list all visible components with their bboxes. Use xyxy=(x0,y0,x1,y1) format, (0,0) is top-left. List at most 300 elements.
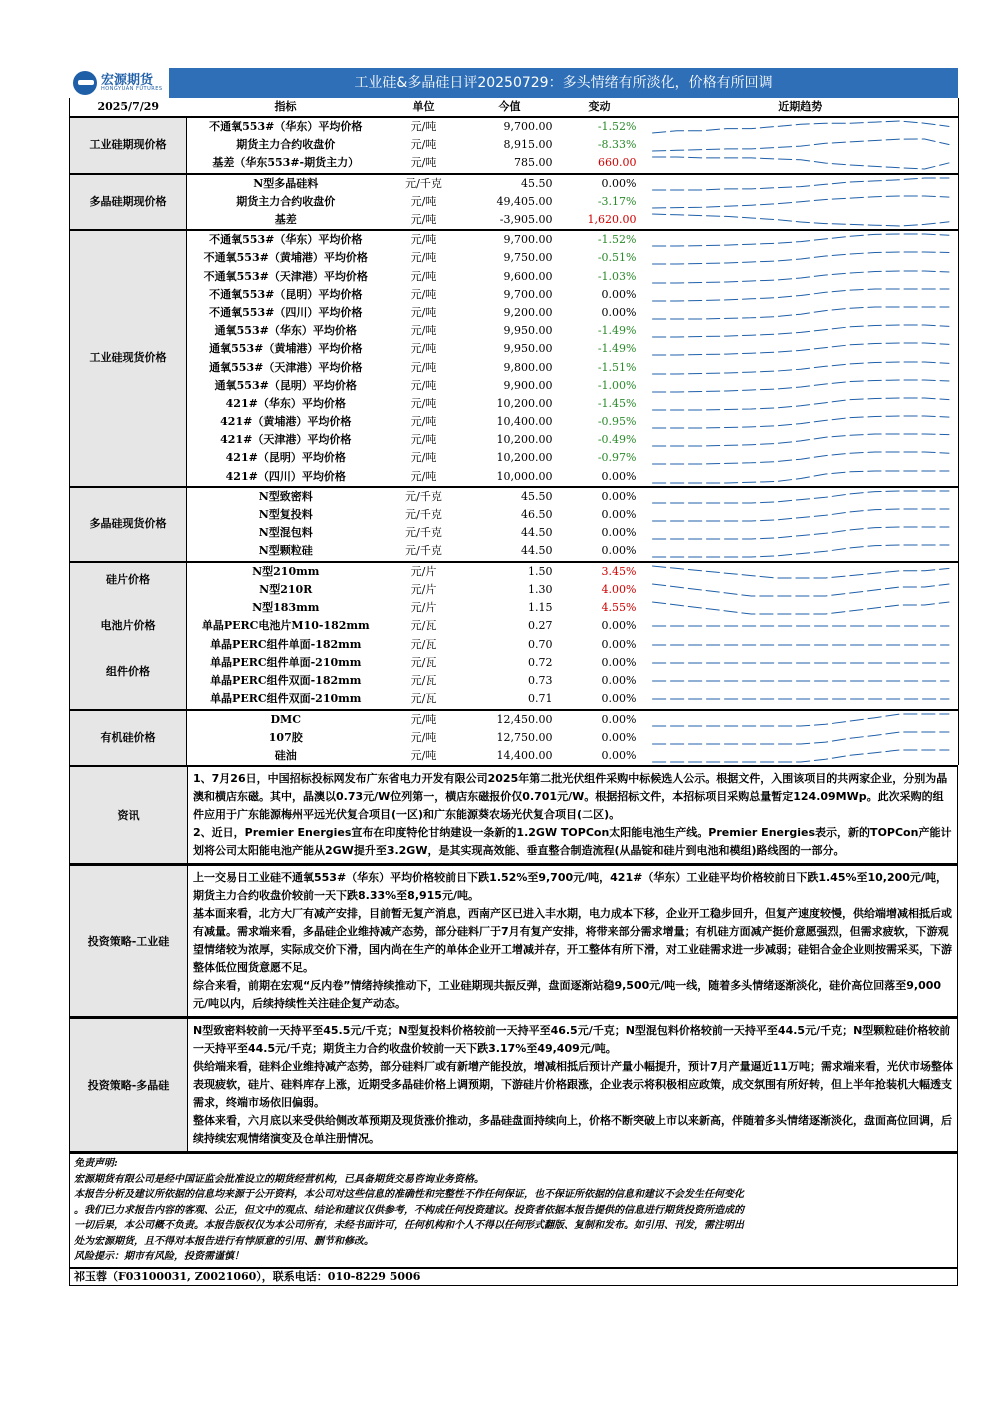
trend-sparkline xyxy=(643,322,959,340)
analyst-contact: 祁玉蓉（F03100031, Z0021060），联系电话：010-8229 5006 xyxy=(69,1268,958,1286)
unit: 元/千克 xyxy=(405,544,442,558)
change-value: -3.17% xyxy=(597,194,637,208)
disclaimer-line: 本报告分析及建议所依据的信息均来源于公开资料，本公司对这些信息的准确性和完整性不作任何保证，也不保证所依据的信息和建议不会发生任何变化 xyxy=(74,1189,744,1201)
sparkline-line xyxy=(652,566,949,578)
unit: 元/千克 xyxy=(405,508,442,522)
indicator-name: 不通氧553#（天津港）平均价格 xyxy=(203,269,368,283)
change-value: 660.00 xyxy=(598,156,637,170)
table-row xyxy=(70,542,959,561)
change-value: 0.00% xyxy=(601,619,637,633)
disclaimer xyxy=(69,1152,958,1268)
indicator-name: 基差（华东553#-期货主力） xyxy=(212,156,360,170)
trend-sparkline xyxy=(643,304,959,322)
sparkline-chart xyxy=(647,212,955,228)
change-value: 0.00% xyxy=(601,730,637,744)
trend-sparkline xyxy=(643,358,959,376)
sparkline-line xyxy=(652,602,949,614)
indicator-name: 不通氧553#（华东）平均价格 xyxy=(187,230,385,249)
unit: 元/吨 xyxy=(385,117,463,136)
trend-sparkline xyxy=(643,524,959,542)
sparkline-line xyxy=(652,732,949,744)
table-row xyxy=(70,506,959,524)
trend-sparkline xyxy=(643,230,959,249)
sparkline-line xyxy=(652,289,949,301)
unit: 元/吨 xyxy=(410,433,437,447)
price-table xyxy=(69,98,959,765)
sparkline-chart xyxy=(647,655,955,671)
category-label: 硅片价格 xyxy=(106,572,150,586)
sparkline-line xyxy=(652,452,949,464)
disclaimer-line: 处为宏源期货，且不得对本报告进行有悖原意的引用、删节和修改。 xyxy=(74,1235,374,1247)
current-value: 0.70 xyxy=(528,637,553,651)
sparkline-line xyxy=(652,416,949,428)
indicator-name: 期货主力合约收盘价 xyxy=(236,138,336,152)
current-value: 0.27 xyxy=(528,619,553,633)
change-value: 0.00% xyxy=(557,710,643,729)
change-value: 0.00% xyxy=(601,674,637,688)
col-change: 变动 xyxy=(557,98,643,117)
sparkline-line xyxy=(652,157,949,169)
change-value: 0.00% xyxy=(601,469,637,483)
sparkline-line xyxy=(652,139,949,151)
trend-sparkline xyxy=(643,340,959,358)
unit: 元/吨 xyxy=(385,230,463,249)
sparkline-line xyxy=(652,471,949,483)
table-row xyxy=(70,304,959,322)
change-value: -0.51% xyxy=(597,251,637,265)
change-value: 0.00% xyxy=(601,287,637,301)
current-value: -3,905.00 xyxy=(499,213,553,227)
current-value: 10,200.00 xyxy=(496,433,553,447)
indicator-name: N型多晶硅料 xyxy=(187,174,385,193)
table-row xyxy=(70,174,959,193)
trend-sparkline xyxy=(643,599,959,617)
change-value: 0.00% xyxy=(557,487,643,506)
table-row xyxy=(70,654,959,672)
current-value: 0.71 xyxy=(528,692,553,706)
unit: 元/吨 xyxy=(410,138,437,152)
trend-sparkline xyxy=(643,431,959,449)
unit: 元/瓦 xyxy=(410,619,437,633)
sparkline-chart xyxy=(647,637,955,653)
unit: 元/吨 xyxy=(410,156,437,170)
indicator-name: 不通氧553#（华东）平均价格 xyxy=(187,117,385,136)
current-value: 10,000.00 xyxy=(496,469,553,483)
sparkline-chart xyxy=(647,600,955,616)
change-value: 0.00% xyxy=(601,692,637,706)
trend-sparkline xyxy=(643,268,959,286)
unit: 元/瓦 xyxy=(410,637,437,651)
indicator-name: N型复投料 xyxy=(258,508,313,522)
sparkline-chart xyxy=(647,582,955,598)
sparkline-chart xyxy=(647,712,955,728)
table-row xyxy=(70,487,959,506)
trend-sparkline xyxy=(643,635,959,653)
table-row xyxy=(70,449,959,467)
current-value: 9,950.00 xyxy=(503,324,553,338)
change-value: 0.00% xyxy=(601,305,637,319)
sparkline-chart xyxy=(647,469,955,485)
indicator-name: 单晶PERC组件单面-210mm xyxy=(210,655,362,669)
current-value: 785.00 xyxy=(514,156,553,170)
table-row xyxy=(70,581,959,599)
trend-sparkline xyxy=(643,154,959,173)
logo-name-cn: 宏源期货 xyxy=(101,73,154,88)
sparkline-line xyxy=(652,750,949,762)
sparkline-chart xyxy=(647,176,955,192)
sparkline-chart xyxy=(647,543,955,559)
unit: 元/吨 xyxy=(410,451,437,465)
table-header-row xyxy=(70,98,959,117)
trend-sparkline xyxy=(643,117,959,136)
change-value: 0.00% xyxy=(601,637,637,651)
indicator-name: N型210mm xyxy=(187,562,385,581)
sparkline-line xyxy=(652,584,949,596)
col-value: 今值 xyxy=(463,98,557,117)
unit: 元/吨 xyxy=(410,287,437,301)
sparkline-line xyxy=(652,307,949,319)
trend-sparkline xyxy=(643,449,959,467)
table-row xyxy=(70,377,959,395)
risk-warning: 风险提示：期市有风险，投资需谨慎！ xyxy=(74,1251,244,1263)
trend-sparkline xyxy=(643,542,959,561)
indicator-name: 单晶PERC电池片M10-182mm xyxy=(201,619,370,633)
table-row xyxy=(70,729,959,747)
indicator-name: 107胶 xyxy=(268,730,303,744)
change-value: -0.97% xyxy=(597,451,637,465)
trend-sparkline xyxy=(643,617,959,635)
company-logo xyxy=(69,68,169,98)
sparkline-line xyxy=(652,196,949,208)
strategy-paragraph: 整体来看，六月底以来受供给侧改革预期及现货涨价推动，多晶硅盘面持续向上，价格不断突破上市以来新高，伴随着多头情绪逐渐淡化，盘面高位回调，后续持续宏观情绪演变及仓单注册情况。 xyxy=(193,1114,952,1146)
trend-sparkline xyxy=(643,136,959,154)
trend-sparkline xyxy=(643,506,959,524)
table-row xyxy=(70,468,959,487)
unit: 元/千克 xyxy=(385,174,463,193)
current-value: 0.73 xyxy=(528,674,553,688)
trend-sparkline xyxy=(643,193,959,211)
current-value: 9,800.00 xyxy=(503,360,553,374)
strategy-paragraph: 基本面来看，北方大厂有减产安排，目前暂无复产消息，西南产区已进入丰水期，电力成本下移，企业开工稳步回升，但复产速度较慢，供给端增减相抵后或有减量。需求端来看，多晶硅企业维持减产态势，部分硅料厂于7月有复产安排，将带来部分需求增量；有机硅方面减产挺价意愿强烈，但需求疲软，下游观望情绪较为浓厚，实际成交价下滑，国内尚在生产的单体企业开工增减并存，开工整体有所下滑，对工业硅需求进一步减弱；硅铝合金企业则按需采买，下游整体低位囤货意愿不足。 xyxy=(193,907,952,975)
strategy-paragraph: 上一交易日工业硅不通氧553#（华东）平均价格较前日下跌1.52%至9,700元/吨，421#（华东）工业硅平均价格较前日下跌1.45%至10,200元/吨，期货主力合约收盘价较前一天下跌8.33%至8,915元/吨。 xyxy=(193,871,947,903)
report-header xyxy=(69,68,958,98)
indicator-name: 421#（昆明）平均价格 xyxy=(225,451,346,465)
trend-sparkline xyxy=(643,395,959,413)
sparkline-line xyxy=(652,509,949,521)
change-value: -1.03% xyxy=(597,269,637,283)
unit: 元/吨 xyxy=(410,305,437,319)
indicator-name: 421#（四川）平均价格 xyxy=(225,469,346,483)
unit: 元/千克 xyxy=(385,487,463,506)
strategy-paragraph: N型致密料较前一天持平至45.5元/千克；N型复投料价格较前一天持平至46.5元/千克；N型混包料价格较前一天持平至44.5元/千克；N型颗粒硅价格较前一天持平至44.5元/千克；期货主力合约收盘价较前一天下跌3.17%至49,409元/吨。 xyxy=(193,1024,951,1056)
change-value: 1,620.00 xyxy=(587,213,637,227)
trend-sparkline xyxy=(643,286,959,304)
category-label: 工业硅现货价格 xyxy=(70,230,187,487)
current-value: 10,200.00 xyxy=(496,396,553,410)
trend-sparkline xyxy=(643,672,959,690)
current-value: 44.50 xyxy=(521,544,553,558)
unit: 元/吨 xyxy=(410,360,437,374)
change-value: -1.52% xyxy=(557,117,643,136)
sparkline-chart xyxy=(647,507,955,523)
sparkline-line xyxy=(652,252,949,264)
indicator-name: 421#（天津港）平均价格 xyxy=(220,433,352,447)
indicator-name: N型183mm xyxy=(252,601,320,615)
trend-sparkline xyxy=(643,581,959,599)
trend-sparkline xyxy=(643,211,959,230)
trend-sparkline xyxy=(643,562,959,581)
table-row xyxy=(70,599,959,617)
change-value: -0.95% xyxy=(597,415,637,429)
change-value: -1.45% xyxy=(597,396,637,410)
unit: 元/吨 xyxy=(410,415,437,429)
table-row xyxy=(70,395,959,413)
unit: 元/吨 xyxy=(410,748,437,762)
current-value: 9,900.00 xyxy=(503,378,553,392)
category-label xyxy=(70,562,187,710)
category-label: 电池片价格 xyxy=(100,618,156,632)
unit: 元/吨 xyxy=(410,342,437,356)
indicator-name: 期货主力合约收盘价 xyxy=(236,194,336,208)
category-label: 多晶硅现货价格 xyxy=(70,487,187,562)
sparkline-chart xyxy=(647,323,955,339)
unit: 元/吨 xyxy=(410,194,437,208)
table-row xyxy=(70,136,959,154)
news-paragraph: 1、7月26日，中国招标投标网发布广东省电力开发有限公司2025年第二批光伏组件采购中标候选人公示。根据文件，入围该项目的共两家企业，分别为晶澳和横店东磁。其中，晶澳以0.73元/W位列第一，横店东磁报价仅0.701元/W。根据招标文件，本招标项目采购总量暂定124.09MWp。此次采购的组件应用于广东能源梅州平远光伏复合项目(一区)和广东能源葵农场光伏复合项目(二区)。 xyxy=(193,772,948,822)
change-value: 0.00% xyxy=(601,748,637,762)
sparkline-line xyxy=(652,398,949,410)
unit: 元/千克 xyxy=(405,526,442,540)
sparkline-chart xyxy=(647,155,955,171)
sparkline-chart xyxy=(647,525,955,541)
table-row xyxy=(70,193,959,211)
category-label: 有机硅价格 xyxy=(70,710,187,766)
sparkline-line xyxy=(652,214,949,226)
indicator-name: 通氧553#（昆明）平均价格 xyxy=(214,378,357,392)
sparkline-chart xyxy=(647,194,955,210)
change-value: 0.00% xyxy=(557,174,643,193)
trend-sparkline xyxy=(643,710,959,729)
change-value: -1.51% xyxy=(597,360,637,374)
unit: 元/吨 xyxy=(410,469,437,483)
sparkline-chart xyxy=(647,396,955,412)
current-value: 9,950.00 xyxy=(503,342,553,356)
sparkline-chart xyxy=(647,432,955,448)
col-unit: 单位 xyxy=(385,98,463,117)
sparkline-chart xyxy=(647,564,955,580)
table-row xyxy=(70,286,959,304)
strategy-paragraph: 综合来看，前期在宏观“反内卷”情绪持续推动下，工业硅期现共振反弹，盘面逐渐站稳9,500元/吨一线，随着多头情绪逐渐淡化，硅价高位回落至9,000元/吨以内，后续持续性关注硅企复产动态。 xyxy=(193,979,942,1011)
table-row xyxy=(70,154,959,173)
current-value: 12,750.00 xyxy=(496,730,553,744)
disclaimer-title: 免责声明: xyxy=(74,1158,118,1170)
sparkline-chart xyxy=(647,748,955,764)
change-value: -1.49% xyxy=(597,342,637,356)
sparkline-line xyxy=(652,271,949,283)
sparkline-chart xyxy=(647,137,955,153)
change-value: -1.00% xyxy=(597,378,637,392)
sparkline-chart xyxy=(647,489,955,505)
sparkline-chart xyxy=(647,287,955,303)
news-section xyxy=(69,765,958,864)
trend-sparkline xyxy=(643,377,959,395)
current-value: 49,405.00 xyxy=(496,194,553,208)
sparkline-line xyxy=(652,343,949,355)
sparkline-line xyxy=(652,121,949,133)
sparkline-chart xyxy=(647,360,955,376)
indicator-name: 通氧553#（黄埔港）平均价格 xyxy=(209,342,363,356)
unit: 元/吨 xyxy=(410,730,437,744)
table-row xyxy=(70,249,959,267)
category-label: 工业硅期现价格 xyxy=(70,117,187,174)
change-value: -0.49% xyxy=(597,433,637,447)
current-value: 9,700.00 xyxy=(503,287,553,301)
change-value: 0.00% xyxy=(601,508,637,522)
table-row xyxy=(70,230,959,249)
current-value: 45.50 xyxy=(463,487,557,506)
sparkline-chart xyxy=(647,305,955,321)
indicator-name: N型致密料 xyxy=(187,487,385,506)
unit: 元/吨 xyxy=(410,324,437,338)
report-title: 工业硅&多晶硅日评20250729：多头情绪有所淡化，价格有所回调 xyxy=(354,75,773,91)
table-row xyxy=(70,431,959,449)
sparkline-chart xyxy=(647,414,955,430)
sparkline-chart xyxy=(647,378,955,394)
indicator-name: 421#（华东）平均价格 xyxy=(225,396,346,410)
table-row xyxy=(70,690,959,709)
current-value: 46.50 xyxy=(521,508,553,522)
sparkline-chart xyxy=(647,119,955,135)
indicator-name: 单晶PERC组件单面-182mm xyxy=(210,637,362,651)
sparkline-chart xyxy=(647,691,955,707)
strategy-poly-section xyxy=(69,1017,958,1152)
indicator-name: 基差 xyxy=(274,213,297,227)
current-value: 1.30 xyxy=(528,582,553,596)
trend-sparkline xyxy=(643,487,959,506)
current-value: 44.50 xyxy=(521,526,553,540)
logo-icon xyxy=(73,71,97,95)
sparkline-line xyxy=(652,714,949,726)
table-row xyxy=(70,322,959,340)
table-row xyxy=(70,635,959,653)
unit: 元/吨 xyxy=(410,378,437,392)
unit: 元/瓦 xyxy=(410,655,437,669)
col-indicator: 指标 xyxy=(187,98,385,117)
indicator-name: 不通氧553#（黄埔港）平均价格 xyxy=(203,251,368,265)
indicator-name: 单晶PERC组件双面-210mm xyxy=(210,692,362,706)
unit: 元/吨 xyxy=(410,213,437,227)
current-value: 1.50 xyxy=(463,562,557,581)
table-row xyxy=(70,340,959,358)
change-value: -1.49% xyxy=(597,324,637,338)
strategy-poly-label: 投资策略-多晶硅 xyxy=(70,1019,188,1151)
sparkline-line xyxy=(652,527,949,539)
sparkline-chart xyxy=(647,232,955,248)
table-row xyxy=(70,524,959,542)
unit: 元/片 xyxy=(410,601,437,615)
indicator-name: N型颗粒硅 xyxy=(258,544,313,558)
unit: 元/瓦 xyxy=(410,674,437,688)
current-value: 1.15 xyxy=(528,601,553,615)
news-paragraph: 2、近日，Premier Energies宣布在印度特伦甘纳建设一条新的1.2GW TOPCon太阳能电池生产线。Premier Energies表示，新的TOPCon产能计划将公司太阳能电池产能从2GW提升至3.2GW，是其实现高效能、垂直整合制造流程(从晶锭和硅片到电池和模组)路线图的一部分。 xyxy=(193,826,952,858)
trend-sparkline xyxy=(643,468,959,487)
trend-sparkline xyxy=(643,729,959,747)
change-value: 0.00% xyxy=(601,544,637,558)
sparkline-line xyxy=(652,380,949,392)
change-value: 4.55% xyxy=(601,601,637,615)
unit: 元/吨 xyxy=(410,251,437,265)
indicator-name: 单晶PERC组件双面-182mm xyxy=(210,674,362,688)
disclaimer-line: 。我们已力求报告内容的客观、公正，但文中的观点、结论和建议仅供参考，不构成任何投资建议。投资者依据本报告提供的信息进行期货投资所造成的 xyxy=(74,1204,744,1216)
trend-sparkline xyxy=(643,654,959,672)
sparkline-line xyxy=(652,178,949,190)
indicator-name: DMC xyxy=(187,710,385,729)
sparkline-chart xyxy=(647,341,955,357)
table-row xyxy=(70,358,959,376)
table-row xyxy=(70,211,959,230)
current-value: 10,400.00 xyxy=(496,415,553,429)
sparkline-chart xyxy=(647,673,955,689)
current-value: 12,450.00 xyxy=(463,710,557,729)
change-value: 0.00% xyxy=(601,655,637,669)
table-row xyxy=(70,562,959,581)
sparkline-chart xyxy=(647,269,955,285)
trend-sparkline xyxy=(643,690,959,709)
indicator-name: 421#（黄埔港）平均价格 xyxy=(220,415,352,429)
indicator-name: N型混包料 xyxy=(258,526,313,540)
indicator-name: 通氧553#（天津港）平均价格 xyxy=(209,360,363,374)
logo-name-en: HONGYUAN FUTURES xyxy=(101,86,163,92)
category-label: 多晶硅期现价格 xyxy=(70,174,187,231)
trend-sparkline xyxy=(643,747,959,765)
strategy-si-section xyxy=(69,864,958,1017)
report-sheet xyxy=(69,68,958,1286)
trend-sparkline xyxy=(643,413,959,431)
current-value: 10,200.00 xyxy=(496,451,553,465)
change-value: 4.00% xyxy=(601,582,637,596)
change-value: 0.00% xyxy=(601,526,637,540)
table-row xyxy=(70,710,959,729)
sparkline-chart xyxy=(647,250,955,266)
current-value: 8,915.00 xyxy=(503,138,553,152)
current-value: 0.72 xyxy=(528,655,553,669)
indicator-name: 通氧553#（华东）平均价格 xyxy=(214,324,357,338)
table-row xyxy=(70,617,959,635)
sparkline-line xyxy=(652,545,949,557)
current-value: 14,400.00 xyxy=(496,748,553,762)
disclaimer-line: 宏源期货有限公司是经中国证监会批准设立的期货经营机构，已具备期货交易咨询业务资格。 xyxy=(74,1173,484,1185)
sparkline-line xyxy=(652,234,949,246)
indicator-name: 不通氧553#（昆明）平均价格 xyxy=(209,287,363,301)
change-value: 3.45% xyxy=(557,562,643,581)
unit: 元/吨 xyxy=(385,710,463,729)
current-value: 9,750.00 xyxy=(503,251,553,265)
table-row xyxy=(70,413,959,431)
sparkline-chart xyxy=(647,618,955,634)
table-row xyxy=(70,117,959,136)
trend-sparkline xyxy=(643,249,959,267)
disclaimer-line: 一切后果，本公司概不负责。本报告版权仅为本公司所有，未经书面许可，任何机构和个人不得以任何形式翻版、复制和发布。如引用、刊发，需注明出 xyxy=(74,1220,744,1232)
indicator-name: 硅油 xyxy=(274,748,297,762)
strategy-paragraph: 供给端来看，硅料企业维持减产态势，部分硅料厂或有新增产能投放，增减相抵后预计产量小幅提升，预计7月产量逼近11万吨；需求端来看，光伏市场整体表现疲软，硅片、硅料库存上涨，近期受多晶硅价格上调预期，下游硅片价格跟涨，企业表示将积极相应政策，成交氛围有所好转，但上半年抢装机大幅透支需求，终端市场依旧偏弱。 xyxy=(193,1060,953,1110)
current-value: 9,700.00 xyxy=(463,230,557,249)
indicator-name: N型210R xyxy=(259,582,313,596)
report-date: 2025/7/29 xyxy=(70,98,187,117)
table-row xyxy=(70,747,959,765)
table-row xyxy=(70,672,959,690)
unit: 元/片 xyxy=(385,562,463,581)
unit: 元/片 xyxy=(410,582,437,596)
